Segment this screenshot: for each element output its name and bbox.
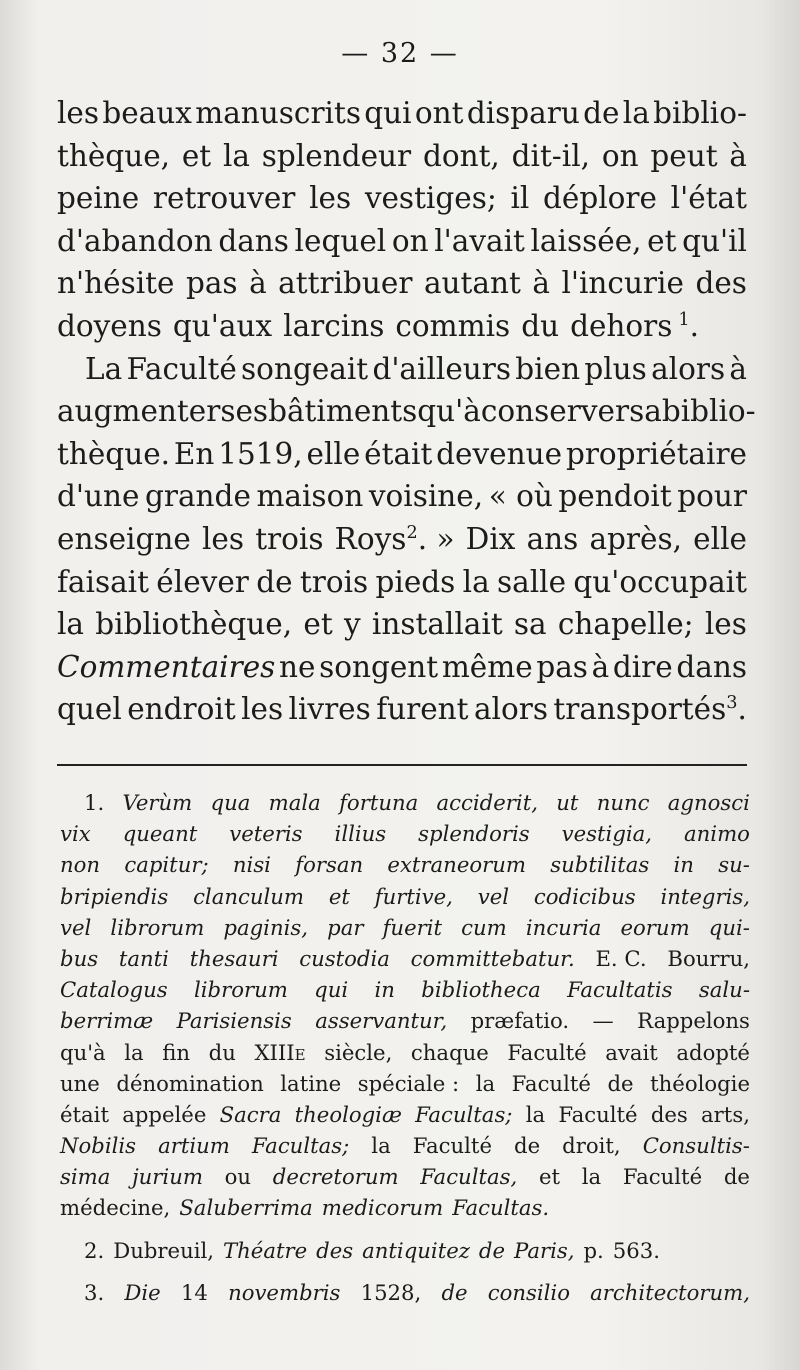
- word: était: [60, 1101, 109, 1127]
- word: tanti: [118, 945, 169, 971]
- word: des: [695, 266, 747, 301]
- word: avait: [605, 1039, 658, 1065]
- word: in: [673, 852, 694, 878]
- word: Faculté: [622, 1164, 703, 1190]
- word: à: [249, 266, 267, 301]
- word: su-: [718, 852, 750, 878]
- word: on: [601, 138, 639, 173]
- word: antiquitez: [362, 1237, 470, 1263]
- word: la: [622, 96, 650, 130]
- word: autant: [423, 266, 521, 301]
- word: adopté: [676, 1039, 750, 1065]
- word: spéciale :: [357, 1070, 460, 1096]
- word: dire: [612, 649, 673, 684]
- footnote-line: [60, 1277, 750, 1308]
- word: alors: [651, 351, 726, 386]
- word: librorum: [110, 914, 205, 940]
- footnote-spacer: [60, 1224, 750, 1235]
- text-line: [57, 177, 747, 220]
- word: l'avait: [434, 223, 525, 258]
- word: biblio-: [653, 96, 747, 130]
- footnote-ref-2: 2: [406, 523, 418, 544]
- word: capitur;: [124, 852, 209, 878]
- word: elle: [693, 521, 747, 556]
- word: En: [173, 436, 215, 471]
- word: Sacra: [219, 1101, 282, 1127]
- word: salle: [497, 564, 567, 599]
- word: incuria: [525, 914, 602, 940]
- word: Saluberrima: [179, 1195, 313, 1221]
- word: de: [723, 1164, 750, 1190]
- word: committebatur.: [410, 945, 575, 971]
- word: Catalogus: [60, 977, 168, 1003]
- word: Facultas,: [420, 1164, 518, 1190]
- footnote-line: [60, 1235, 750, 1266]
- word: pas: [536, 649, 588, 684]
- word: Consultis-: [642, 1133, 750, 1159]
- footnote-line: [60, 1005, 750, 1036]
- word: lequel: [294, 223, 387, 258]
- word: laissée,: [530, 223, 642, 258]
- word: quel: [57, 692, 122, 727]
- word: qu'à: [417, 394, 481, 429]
- word: chaque: [410, 1039, 489, 1065]
- word: et: [181, 138, 212, 173]
- footnote-line: [60, 849, 750, 880]
- word: qui-: [708, 914, 750, 940]
- word: propriétaire: [565, 436, 747, 471]
- word: et: [328, 883, 350, 909]
- word: dans: [676, 649, 747, 684]
- word: conserver: [480, 394, 630, 429]
- word: cum: [461, 914, 507, 940]
- word: retrouver: [152, 181, 296, 216]
- page-number: — 32 —: [341, 38, 459, 69]
- word: splendeur: [261, 138, 412, 173]
- text-line: [57, 475, 747, 518]
- word: endroit: [127, 692, 236, 727]
- word: droit,: [562, 1133, 621, 1159]
- word: qu'occupait: [573, 564, 747, 599]
- word: decretorum: [272, 1164, 399, 1190]
- word: Verùm: [122, 790, 193, 815]
- text-line: [57, 518, 747, 561]
- word: integris,: [660, 883, 750, 909]
- word: commis: [395, 308, 511, 343]
- word: librorum: [193, 977, 288, 1003]
- word: de: [607, 1070, 634, 1096]
- word: subtilitas: [550, 852, 650, 878]
- word: la: [371, 1133, 391, 1159]
- word: la: [475, 1070, 496, 1096]
- word: furent: [376, 692, 469, 727]
- footnote-line: [60, 1161, 750, 1192]
- text-line: [57, 603, 747, 646]
- footnote-line: [60, 1192, 750, 1223]
- word: Die: [124, 1279, 161, 1305]
- word: bibliothèque,: [95, 607, 293, 642]
- footnote-ref-1: 1: [678, 310, 690, 331]
- word: élever: [156, 564, 249, 599]
- word: déplore: [543, 181, 657, 216]
- word: du: [208, 1039, 236, 1065]
- word: à: [591, 649, 610, 684]
- word: vestiges;: [364, 181, 497, 216]
- word: nunc: [596, 790, 650, 815]
- word: l'incurie: [561, 266, 684, 301]
- word: —: [592, 1008, 614, 1034]
- word: chapelle;: [557, 607, 694, 642]
- word: voisine,: [368, 479, 484, 514]
- text-line: [57, 220, 747, 263]
- word: qui: [364, 96, 412, 130]
- word: Paris,: [514, 1237, 575, 1263]
- word: eorum: [620, 914, 690, 940]
- word: la: [124, 1039, 144, 1065]
- word: les: [202, 521, 245, 556]
- word: des: [650, 1101, 688, 1127]
- word: Bourru,: [667, 945, 750, 971]
- word: ne: [278, 649, 316, 684]
- text-line: [57, 561, 747, 604]
- footnote-line: [60, 943, 750, 974]
- footnote-divider: [57, 764, 747, 766]
- word: Facultas;: [251, 1133, 350, 1159]
- word: dit-il,: [511, 138, 591, 173]
- word: thèque.: [57, 436, 171, 471]
- word: bripiendis: [60, 883, 169, 909]
- word: on: [391, 223, 429, 258]
- word: ou: [224, 1164, 252, 1190]
- word: la: [525, 1101, 546, 1127]
- word: jurium: [132, 1164, 203, 1190]
- word: médecine,: [60, 1195, 171, 1221]
- footnote-line: [60, 1099, 750, 1130]
- word-with-footnote-ref: [553, 688, 747, 731]
- footnote-spacer: [60, 1266, 750, 1277]
- word: in: [374, 977, 395, 1003]
- word: par: [327, 914, 364, 940]
- word: y: [343, 607, 361, 642]
- word: des: [316, 1237, 354, 1263]
- word: de: [478, 1237, 506, 1263]
- word: biblio-: [661, 394, 756, 429]
- word: mala: [268, 790, 321, 815]
- punctuation: .: [737, 692, 747, 727]
- word: larcins: [283, 308, 385, 343]
- word: elle: [306, 436, 361, 471]
- word: la: [57, 607, 85, 642]
- word: asservantur,: [315, 1008, 448, 1034]
- text-line: [57, 433, 747, 476]
- word: 563.: [612, 1237, 660, 1263]
- word: les: [241, 692, 284, 727]
- footnote-ref-3: 3: [726, 693, 738, 714]
- word: appelée: [122, 1101, 207, 1127]
- word: peut: [650, 138, 718, 173]
- word: les: [57, 96, 100, 130]
- word: peine: [57, 181, 140, 216]
- word: Parisiensis: [176, 1008, 292, 1034]
- word: du: [521, 308, 560, 343]
- word: n'hésite: [57, 266, 175, 301]
- word: disparu: [466, 96, 580, 130]
- word: Faculté: [412, 1133, 492, 1159]
- word: livres: [288, 692, 371, 727]
- word: sa: [629, 394, 662, 429]
- word: pour: [677, 479, 747, 514]
- word: medicorum: [321, 1195, 444, 1221]
- word: clanculum: [193, 883, 305, 909]
- word: et: [538, 1164, 561, 1190]
- word: novembris: [228, 1279, 341, 1305]
- word: præfatio.: [470, 1008, 570, 1034]
- word: qu'à: [60, 1039, 106, 1065]
- word-with-footnote-ref: [335, 518, 455, 561]
- word: les: [704, 607, 747, 642]
- word: il: [510, 181, 530, 216]
- word: la: [462, 564, 490, 599]
- word: Facultatis: [567, 977, 673, 1003]
- word: Théatre: [223, 1237, 308, 1263]
- word: ut: [556, 790, 579, 815]
- word: transportés: [553, 692, 727, 727]
- word: fortuna: [339, 790, 419, 815]
- word: 1519,: [218, 436, 303, 471]
- word: dénomination: [116, 1070, 264, 1096]
- word: de: [441, 1279, 468, 1305]
- word: veteris: [229, 821, 303, 847]
- word: fuerit: [382, 914, 443, 940]
- word: Rappelons: [637, 1008, 750, 1034]
- word: et: [303, 607, 333, 642]
- word: illius: [334, 821, 387, 847]
- word: fin: [162, 1039, 191, 1065]
- word: pieds: [375, 564, 456, 599]
- word: architectorum,: [590, 1279, 750, 1305]
- footnote-number: 3.: [84, 1279, 105, 1305]
- word: sa: [513, 607, 547, 642]
- word: consilio: [487, 1279, 570, 1305]
- word: théologie: [650, 1070, 750, 1096]
- word: devenue: [436, 436, 563, 471]
- word: forsan: [295, 852, 364, 878]
- word: pendoit: [558, 479, 672, 514]
- word: vel: [60, 914, 92, 940]
- word: les: [309, 181, 352, 216]
- word: furtive,: [374, 883, 453, 909]
- word: la: [581, 1164, 602, 1190]
- word: la: [222, 138, 250, 173]
- word: Facultas.: [452, 1195, 550, 1221]
- word: animo: [684, 821, 750, 847]
- word: enseigne: [57, 521, 191, 556]
- word: ses: [220, 394, 269, 429]
- text-line: [57, 305, 747, 348]
- word: Roys: [334, 521, 407, 556]
- word: doyens: [57, 308, 162, 343]
- footnote-line: [60, 787, 750, 818]
- word: non: [60, 852, 101, 878]
- word: agnosci: [667, 790, 750, 815]
- word: Nobilis: [60, 1133, 137, 1159]
- word: theologiæ: [294, 1101, 402, 1127]
- word: 1528,: [360, 1279, 422, 1305]
- word: qu'il: [682, 223, 747, 258]
- word: bâtiments: [268, 394, 418, 429]
- word: pas: [185, 266, 238, 301]
- word: trois: [255, 521, 324, 556]
- word: songeait: [241, 351, 369, 386]
- word: arts,: [701, 1101, 750, 1127]
- word: vel: [477, 883, 510, 909]
- word: bien: [515, 351, 581, 386]
- footnote-number: 2.: [84, 1237, 105, 1263]
- word: ans: [526, 521, 579, 556]
- text-line: [57, 135, 747, 178]
- word: qu'aux: [172, 308, 273, 343]
- word: trois: [299, 564, 369, 599]
- text-line: [57, 348, 747, 391]
- word: grande: [144, 479, 251, 514]
- word: E. C.: [595, 945, 647, 971]
- word: une: [60, 1070, 100, 1096]
- word: extraneorum: [387, 852, 526, 878]
- word: thèque,: [57, 138, 171, 173]
- word: 14: [180, 1279, 208, 1305]
- word: sima: [60, 1164, 111, 1190]
- text-line: [57, 262, 747, 305]
- word: dehors: [570, 308, 673, 343]
- word: Dubreuil,: [113, 1237, 215, 1263]
- word: acciderit,: [436, 790, 538, 815]
- word: vix: [60, 821, 91, 847]
- word: queant: [122, 821, 198, 847]
- word: même: [441, 649, 533, 684]
- word: dont,: [422, 138, 500, 173]
- word: l'état: [670, 181, 747, 216]
- word: à: [532, 266, 550, 301]
- word: faisait: [57, 564, 149, 599]
- word: artium: [158, 1133, 230, 1159]
- word: manuscrits: [195, 96, 361, 130]
- word: Faculté: [126, 351, 237, 386]
- punctuation: . »: [417, 521, 455, 556]
- word: p.: [583, 1237, 604, 1263]
- century-numeral: XIIIe: [254, 1039, 306, 1065]
- word: d'une: [57, 479, 140, 514]
- word: salu-: [698, 977, 750, 1003]
- word: Faculté: [511, 1070, 591, 1096]
- text-line: [57, 390, 756, 433]
- word: codicibus: [533, 883, 636, 909]
- footnote-line: [60, 912, 750, 943]
- word: nisi: [232, 852, 271, 878]
- word: de: [256, 564, 293, 599]
- word: qua: [210, 790, 251, 815]
- text-line: [57, 646, 747, 689]
- word: qui: [314, 977, 349, 1003]
- word: beaux: [102, 96, 192, 130]
- footnote-line: [60, 818, 750, 849]
- footnote-line: [60, 1068, 750, 1099]
- word: de: [583, 96, 620, 130]
- main-text: [57, 92, 756, 731]
- footnote-line: [60, 881, 750, 912]
- word: d'ailleurs: [372, 351, 512, 386]
- word: d'abandon: [57, 223, 213, 258]
- word: songent: [319, 649, 439, 684]
- word: splendoris: [418, 821, 530, 847]
- word: attribuer: [278, 266, 413, 301]
- footnote-line: [60, 1130, 750, 1161]
- word: Dix: [465, 521, 516, 556]
- word: bus: [60, 945, 99, 971]
- footnote-number: 1.: [84, 790, 105, 815]
- word: latine: [280, 1070, 342, 1096]
- word: paginis,: [223, 914, 308, 940]
- word: maison: [256, 479, 364, 514]
- footnotes: [60, 787, 750, 1308]
- footnote-line: [60, 974, 750, 1005]
- word: à: [729, 138, 747, 173]
- word: « où: [488, 479, 553, 514]
- word: installait: [371, 607, 503, 642]
- text-line: [57, 688, 747, 731]
- word: Facultas;: [415, 1101, 513, 1127]
- word: La: [85, 351, 123, 386]
- punctuation: .: [689, 308, 699, 343]
- word: siècle,: [324, 1039, 393, 1065]
- word-with-footnote-ref: [570, 305, 699, 348]
- word: après,: [589, 521, 683, 556]
- word: vestigia,: [561, 821, 653, 847]
- word: berrimæ: [60, 1008, 154, 1034]
- word: Faculté: [507, 1039, 587, 1065]
- word: ont: [414, 96, 464, 130]
- italic-word: Commentaires: [57, 649, 276, 684]
- word: plus: [584, 351, 647, 386]
- word: alors: [473, 692, 548, 727]
- word: était: [364, 436, 433, 471]
- word: augmenter: [57, 394, 221, 429]
- word: dans: [218, 223, 289, 258]
- word: et: [647, 223, 677, 258]
- word: thesauri: [189, 945, 279, 971]
- word: custodia: [299, 945, 390, 971]
- word: à: [729, 351, 747, 386]
- word: de: [514, 1133, 541, 1159]
- word: Faculté: [558, 1101, 638, 1127]
- text-line: [57, 92, 747, 135]
- word: bibliotheca: [421, 977, 541, 1003]
- footnote-line: [60, 1037, 750, 1068]
